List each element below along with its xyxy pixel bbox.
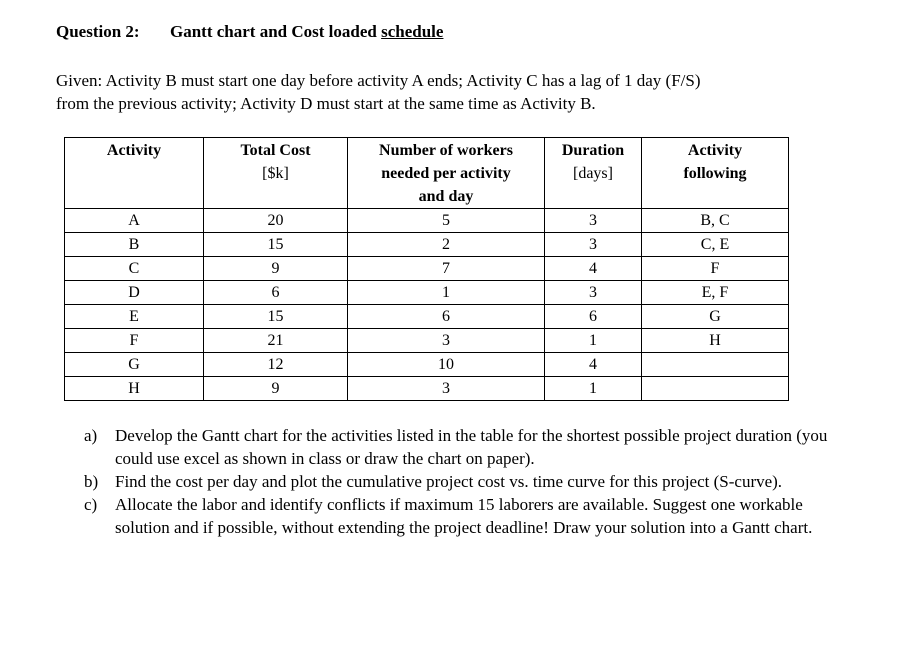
cell-cost: 6 [204,281,348,305]
cell-duration: 6 [545,305,642,329]
cell-workers: 3 [348,329,545,353]
cell-activity: B [65,233,204,257]
cell-cost: 21 [204,329,348,353]
task-text: Allocate the labor and identify conflicts if maximum 15 laborers are available. Suggest one workable solution and if possible, without extending the project deadline! Draw your solution into a Gantt chart. [115,495,813,537]
header-activity: Activity [65,138,204,209]
cell-duration: 3 [545,281,642,305]
table-row [65,233,789,257]
cell-duration: 3 [545,209,642,233]
cell-following: E, F [642,281,789,305]
question-title-underlined: schedule [381,22,444,41]
table-row [65,377,789,401]
cell-activity: F [65,329,204,353]
cell-following [642,377,789,401]
cell-cost: 9 [204,377,348,401]
given-line-1: Given: Activity B must start one day before activity A ends; Activity C has a lag of 1 day (F/S) [56,71,701,90]
cell-workers: 2 [348,233,545,257]
table-row [65,305,789,329]
task-item-b [84,470,854,493]
table-row [65,281,789,305]
table-row [65,257,789,281]
cell-workers: 6 [348,305,545,329]
task-label: c) [84,495,98,514]
header-duration: Duration [days] [545,138,642,209]
activity-table [64,137,789,401]
cell-duration: 4 [545,353,642,377]
cell-workers: 7 [348,257,545,281]
cell-cost: 15 [204,305,348,329]
cell-activity: G [65,353,204,377]
cell-activity: E [65,305,204,329]
cell-activity: A [65,209,204,233]
cell-following: H [642,329,789,353]
cell-duration: 1 [545,329,642,353]
cell-workers: 10 [348,353,545,377]
cell-workers: 1 [348,281,545,305]
table-row [65,209,789,233]
cell-activity: D [65,281,204,305]
cell-cost: 20 [204,209,348,233]
cell-activity: H [65,377,204,401]
cell-following [642,353,789,377]
table-header-row [65,138,789,209]
task-list [84,424,854,539]
table-row [65,329,789,353]
task-text: Develop the Gantt chart for the activities listed in the table for the shortest possible project duration (you could use excel as shown in class or draw the chart on paper). [115,426,828,468]
cell-following: G [642,305,789,329]
question-heading [56,22,443,42]
cell-duration: 1 [545,377,642,401]
cell-following: B, C [642,209,789,233]
given-paragraph [56,69,846,115]
header-activity-following: Activity following [642,138,789,209]
task-item-c [84,493,854,539]
task-label: a) [84,426,98,445]
cell-workers: 3 [348,377,545,401]
task-text: Find the cost per day and plot the cumulative project cost vs. time curve for this project (S-curve). [115,472,783,491]
header-workers: Number of workers needed per activity and day [348,138,545,209]
cell-cost: 9 [204,257,348,281]
cell-cost: 15 [204,233,348,257]
given-line-2: from the previous activity; Activity D must start at the same time as Activity B. [56,94,596,113]
cell-following: F [642,257,789,281]
header-total-cost: Total Cost [$k] [204,138,348,209]
task-label: b) [84,472,99,491]
question-number: Question 2: [56,22,140,41]
cell-duration: 3 [545,233,642,257]
cell-workers: 5 [348,209,545,233]
task-item-a [84,424,854,470]
table-row [65,353,789,377]
cell-duration: 4 [545,257,642,281]
cell-cost: 12 [204,353,348,377]
question-title: Gantt chart and Cost loaded [170,22,382,41]
cell-activity: C [65,257,204,281]
cell-following: C, E [642,233,789,257]
